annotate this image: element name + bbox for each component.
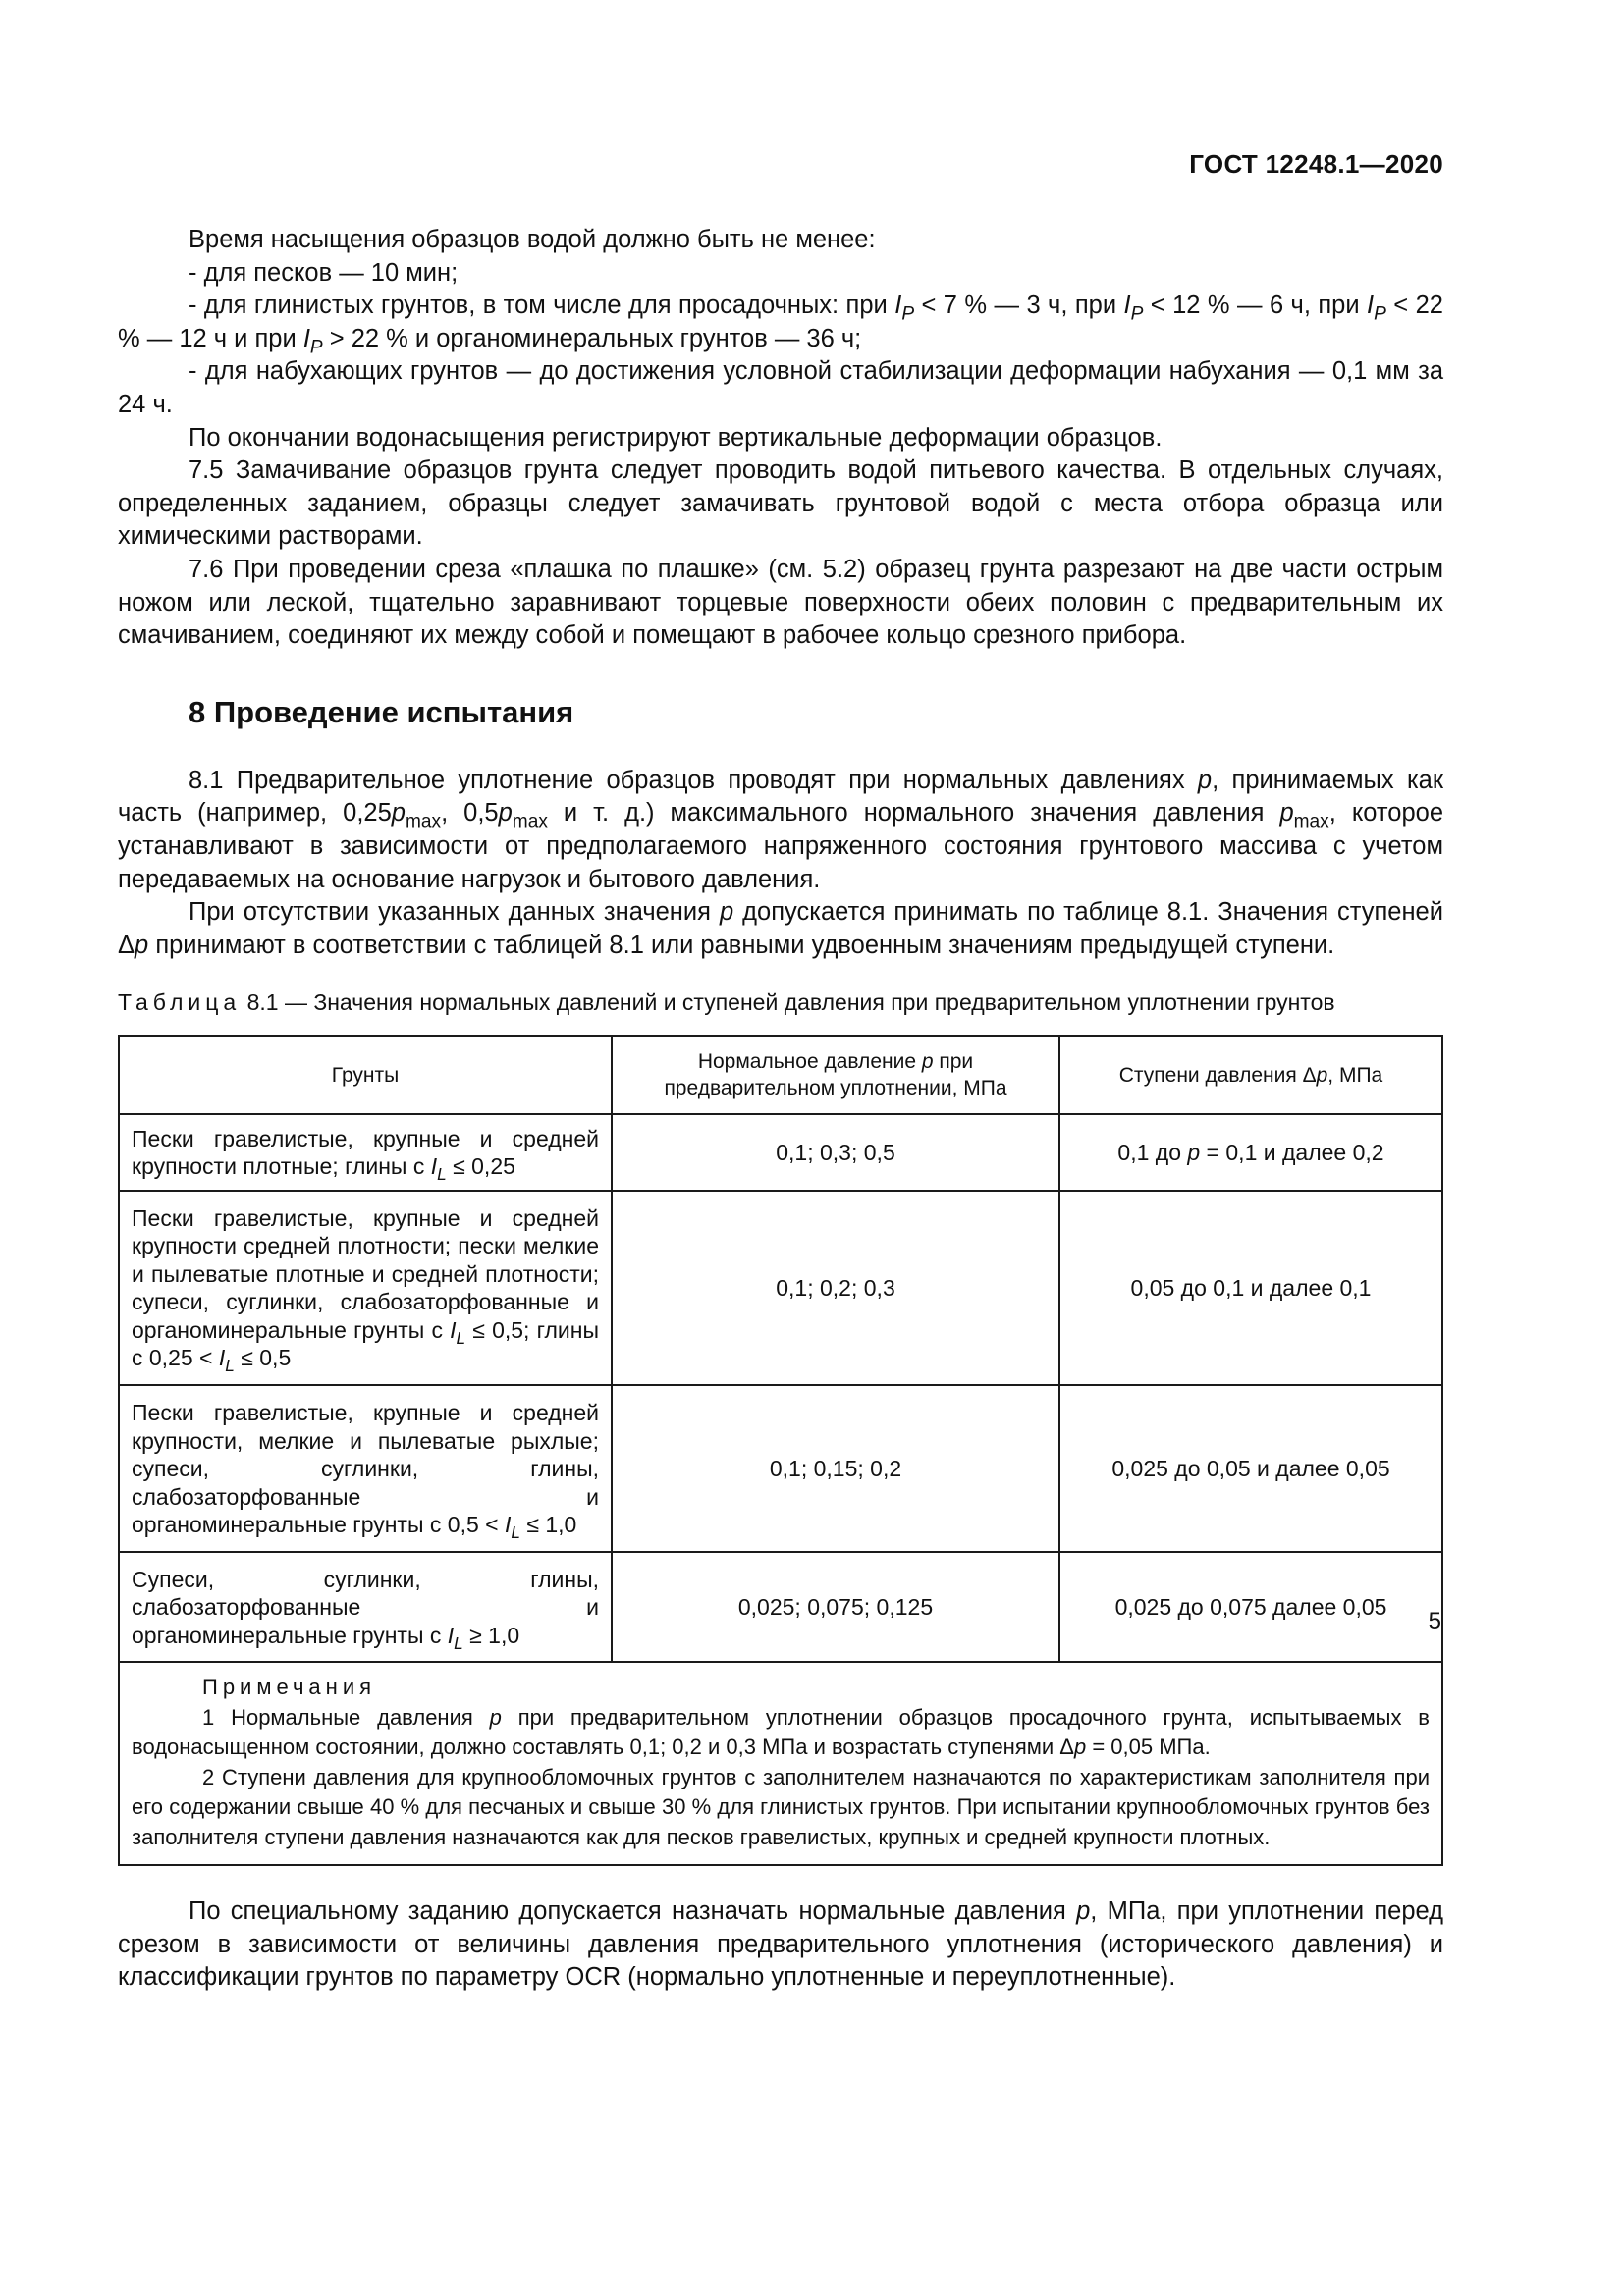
header-normal-pressure: Нормальное давление p при предварительном уплотнении, МПа [612,1036,1059,1114]
header-soils: Грунты [119,1036,612,1114]
paragraph: 7.5 Замачивание образцов грунта следует проводить водой питьевого качества. В отдельных случаях, определенных заданием, образцы следует замачивать грунтовой водой с места отбора образца или химическими растворами. [118,456,1443,551]
cell-soil: Супеси, суглинки, глины, слабозаторфованные и органоминеральные грунты с $I_L \ge 1,0$ [119,1552,612,1662]
paragraph: По окончании водонасыщения регистрируют вертикальные деформации образцов. [189,423,1163,452]
table-row [119,1552,1442,1662]
page-number: 5 [1428,1608,1441,1634]
page-content [118,224,1443,1995]
paragraph: Время насыщения образцов водой должно быть не менее: [189,226,876,253]
header-pressure-steps: Ступени давления Δp, МПа [1059,1036,1442,1114]
cell-soil: Пески гравелистые, крупные и средней крупности, мелкие и пылеватые рыхлые; супеси, суглинки, глины, слабозаторфованные и органоминеральные грунты с $0,5 < I_L \le 1,0$ [119,1385,612,1552]
note-2: 2 Ступени давления для крупнообломочных грунтов с заполнителем назначаются по характеристикам заполнителя при его содержании свыше 40 % для песчаных и свыше 30 % для глинистых грунтов. При испытании крупнообломочных грунтов без заполнителя ступени давления назначаются как для песков гравелистых, крупных и средней крупности плотных. [132,1764,1430,1849]
notes-title: Примечания [202,1675,377,1700]
paragraph: - для набухающих грунтов — до достижения условной стабилизации деформации набухания — 0,1 мм за 24 ч. [118,357,1443,418]
cell-soil: Пески гравелистые, крупные и средней крупности средней плотности; пески мелкие и пылеватые плотные и средней плотности; супеси, суглинки, слабозаторфованные и органоминеральные грунты с $I_L \le 0,5$; глины с $0,25 < I_L \le 0,5$ [119,1191,612,1385]
cell-soil: Пески гравелистые, крупные и средней крупности плотные; глины с $I_L \le 0,25$ [119,1114,612,1191]
table-row [119,1114,1442,1191]
cell-steps: 0,025 до 0,05 и далее 0,05 [1059,1385,1442,1552]
paragraph: 7.6 При проведении среза «плашка по плашке» (см. 5.2) образец грунта разрезают на две части острым ножом или леской, тщательно заравнивают торцевые поверхности обеих половин с предварительным их смачиванием, соединяют их между собой и помещают в рабочее кольцо срезного прибора. [118,555,1443,650]
cell-pressure: 0,025; 0,075; 0,125 [612,1552,1059,1662]
table-caption-label: Таблица [118,989,242,1016]
cell-pressure: 0,1; 0,2; 0,3 [612,1191,1059,1385]
cell-steps: 0,025 до 0,075 далее 0,05 [1059,1552,1442,1662]
cell-steps: 0,05 до 0,1 и далее 0,1 [1059,1191,1442,1385]
paragraph: - для глинистых грунтов, в том числе для просадочных: при $I_P < 7$ % — 3 ч, при $I_P < 12$ % — 6 ч, при $I_P < 22$ % — 12 ч и при $I_P > 22$ % и органоминеральных грунтов — 36 ч; [118,292,1443,358]
paragraph: - для песков — 10 мин; [189,258,459,287]
cell-pressure: 0,1; 0,3; 0,5 [612,1114,1059,1191]
paragraph: По специальному заданию допускается назначать нормальные давления p, МПа, при уплотнении перед срезом в зависимости от величины давления предварительного уплотнения (исторического давления) и классификации грунтов по параметру OCR (нормально уплотненные и переуплотненные). [118,1897,1444,1992]
table-notes-row [119,1662,1442,1865]
section-heading: 8 Проведение испытания [189,694,574,729]
paragraph: При отсутствии указанных данных значения p допускается принимать по таблице 8.1. Значения ступеней Δp принимают в соответствии с таблицей 8.1 или равными удвоенным значениям предыдущей ступени. [118,898,1443,959]
cell-pressure: 0,1; 0,15; 0,2 [612,1385,1059,1552]
table-row [119,1191,1442,1385]
pressure-table [118,1035,1443,1866]
note-1: 1 Нормальные давления p при предварительном уплотнении образцов просадочного грунта, испытываемых в водонасыщенном состоянии, должно составлять 0,1; 0,2 и 0,3 МПа и возрастать ступенями Δp = 0,05 МПа. [132,1704,1430,1760]
paragraph: 8.1 Предварительное уплотнение образцов проводят при нормальных давлениях p, принимаемых как часть (например, $0,25p_{max}$, $0,5p_{max}$ и т. д.) максимального нормального значения давления $p_{max}$, которое устанавливают в зависимости от предполагаемого напряженного состояния грунтового массива с учетом передаваемых на основание нагрузок и бытового давления. [118,766,1443,893]
table-notes [119,1662,1442,1865]
table-caption [118,988,1443,1017]
table-caption-text: 8.1 — Значения нормальных давлений и ступеней давления при предварительном уплотнении грунтов [246,989,1335,1016]
document-header: ГОСТ 12248.1—2020 [1189,149,1443,179]
table-header-row [119,1036,1442,1114]
table-row [119,1385,1442,1552]
cell-steps: 0,1 до p = 0,1 и далее 0,2 [1059,1114,1442,1191]
